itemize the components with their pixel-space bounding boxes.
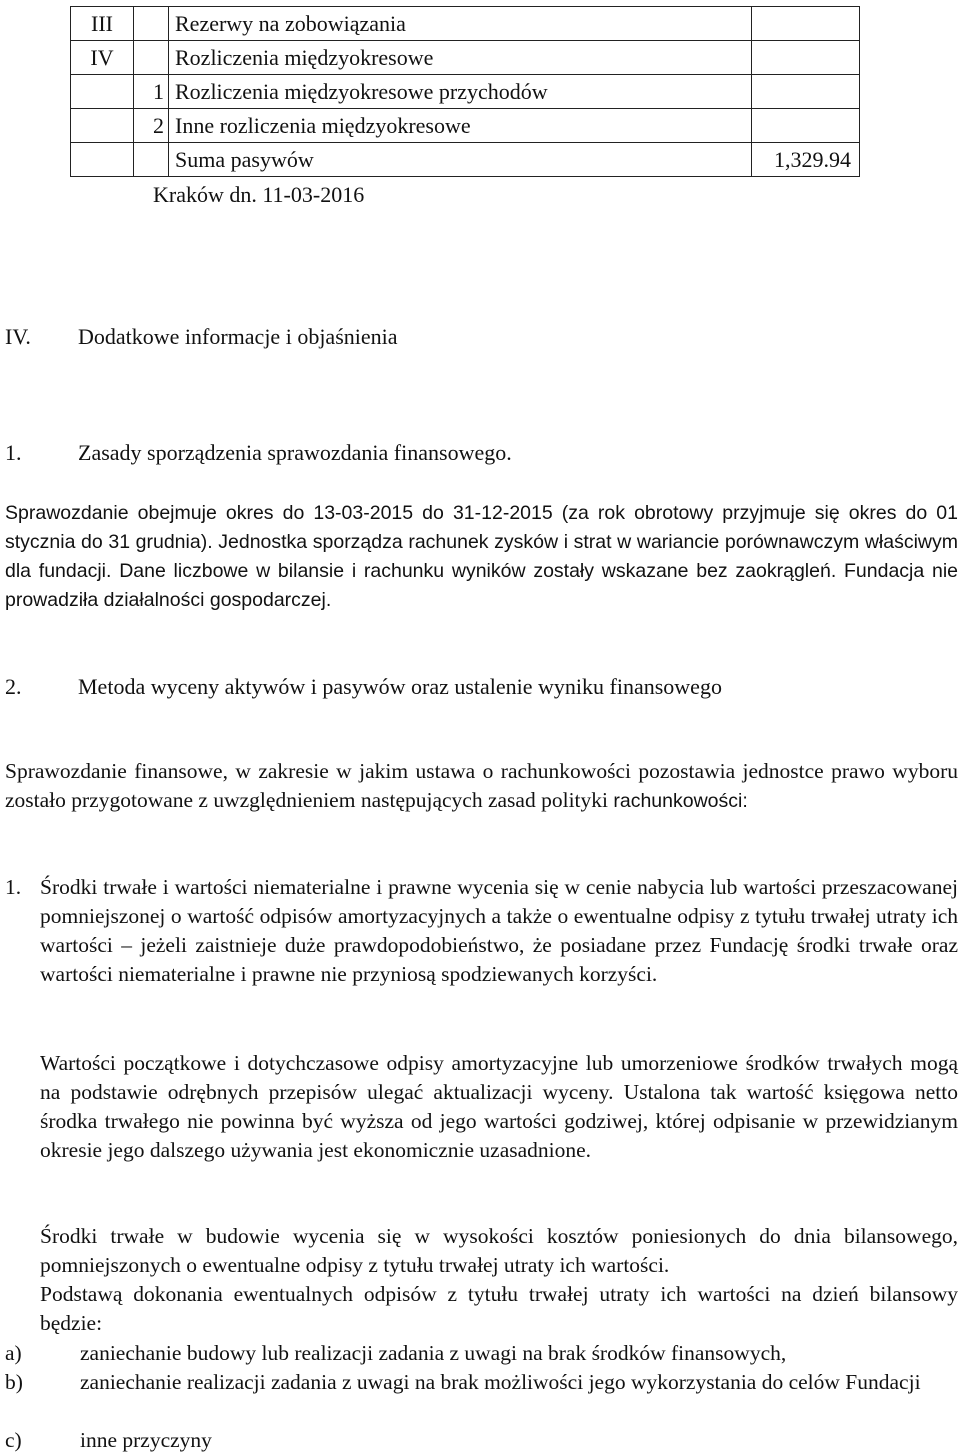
paragraph: Podstawą dokonania ewentualnych odpisów z tytułu trwałej utraty ich wartości na dzień bilansowy będzie:	[40, 1282, 958, 1335]
subsection-number: 1.	[5, 440, 22, 465]
table-row	[71, 143, 860, 177]
subsection-title: Zasady sporządzenia sprawozdania finansowego.	[78, 440, 512, 465]
row-roman	[71, 143, 134, 177]
paragraph: Wartości początkowe i dotychczasowe odpisy amortyzacyjne lub umorzeniowe środków trwałych mogą na podstawie odrębnych przepisów ulegać aktualizacji wyceny. Ustalona tak wartość księgowa netto środka trwałego nie powinna być wyższa od jego wartości godziwej, której odpisanie w przewidzianym okresie jego dalszego używania jest ekonomicznie uzasadnione.	[40, 1051, 958, 1162]
subsection-number: 2.	[5, 674, 22, 699]
list-label: c)	[5, 1428, 22, 1452]
paragraph-part: Sprawozdanie obejmuje okres do 13-03-2015 do 31-12-2015 (za rok obrotowy przyjmuje się okres do 01 stycznia do 31 grudnia).	[5, 502, 958, 553]
list-text: zaniechanie realizacji zadania z uwagi na brak możliwości jego wykorzystania do celów Fundacji	[80, 1370, 921, 1394]
table-row	[71, 75, 860, 109]
row-label: Suma pasywów	[169, 143, 752, 177]
list-text: zaniechanie budowy lub realizacji zadania z uwagi na brak środków finansowych,	[80, 1341, 787, 1365]
row-roman: III	[71, 7, 134, 41]
row-num: 2	[134, 109, 169, 143]
paragraph-part: Sprawozdanie finansowe, w zakresie w jakim ustawa o rachunkowości pozostawia jednostce prawo wyboru zostało przygotowane z uwzględnieniem następujących zasad polityki	[5, 759, 958, 812]
section-heading	[5, 322, 398, 351]
list-label: a)	[5, 1341, 22, 1365]
list-label: b)	[5, 1370, 23, 1394]
paragraph	[5, 757, 958, 816]
paragraph	[5, 499, 958, 615]
row-num	[134, 41, 169, 75]
row-num	[134, 143, 169, 177]
paragraph: Środki trwałe i wartości niematerialne i prawne wycenia się w cenie nabycia lub wartości przeszacowanej pomniejszonej o wartość odpisów amortyzacyjnych a także o ewentualne odpisy z tytułu trwałej utraty ich wartości – jeżeli zaistnieje duże prawdopodobieństwo, że posiadane przez Fundację środki trwałe oraz wartości niematerialne i prawne nie przyniosą spodziewanych korzyści.	[40, 875, 958, 986]
paragraph-part: Dane liczbowe w bilansie i rachunku wyników zostały wskazane bez zaokrągleń.	[119, 560, 837, 582]
row-label: Rozliczenia międzyokresowe przychodów	[169, 75, 752, 109]
paragraph-part: rachunkowości:	[613, 790, 748, 812]
section-title: Dodatkowe informacje i objaśnienia	[78, 324, 398, 349]
section-number: IV.	[5, 324, 31, 349]
subsection-heading	[5, 672, 722, 701]
date-line: Kraków dn. 11-03-2016	[153, 182, 365, 207]
list-number: 1.	[5, 875, 22, 899]
row-num: 1	[134, 75, 169, 109]
row-num	[134, 7, 169, 41]
list-text: inne przyczyny	[80, 1428, 212, 1452]
paragraph: Środki trwałe w budowie wycenia się w wysokości kosztów poniesionych do dnia bilansowego, pomniejszonych o ewentualne odpisy z tytułu trwałej utraty ich wartości.	[40, 1224, 958, 1277]
table-row	[71, 7, 860, 41]
subsection-title: Metoda wyceny aktywów i pasywów oraz ustalenie wyniku finansowego	[78, 674, 722, 699]
row-label: Inne rozliczenia międzyokresowe	[169, 109, 752, 143]
row-roman	[71, 75, 134, 109]
row-value	[752, 41, 860, 75]
subsection-heading	[5, 438, 512, 467]
row-label: Rezerwy na zobowiązania	[169, 7, 752, 41]
row-label: Rozliczenia międzyokresowe	[169, 41, 752, 75]
paragraph-part: Jednostka sporządza rachunek zysków i strat w wariancie porównawczym właściwym dla fundacji.	[5, 531, 959, 582]
table-row	[71, 109, 860, 143]
paragraph-part: Fundacja nie prowadziła działalności gospodarczej.	[5, 560, 959, 611]
row-roman	[71, 109, 134, 143]
table-row	[71, 41, 860, 75]
row-value	[752, 109, 860, 143]
row-roman: IV	[71, 41, 134, 75]
row-value	[752, 75, 860, 109]
row-value: 1,329.94	[752, 143, 860, 177]
balance-table	[70, 6, 860, 177]
row-value	[752, 7, 860, 41]
